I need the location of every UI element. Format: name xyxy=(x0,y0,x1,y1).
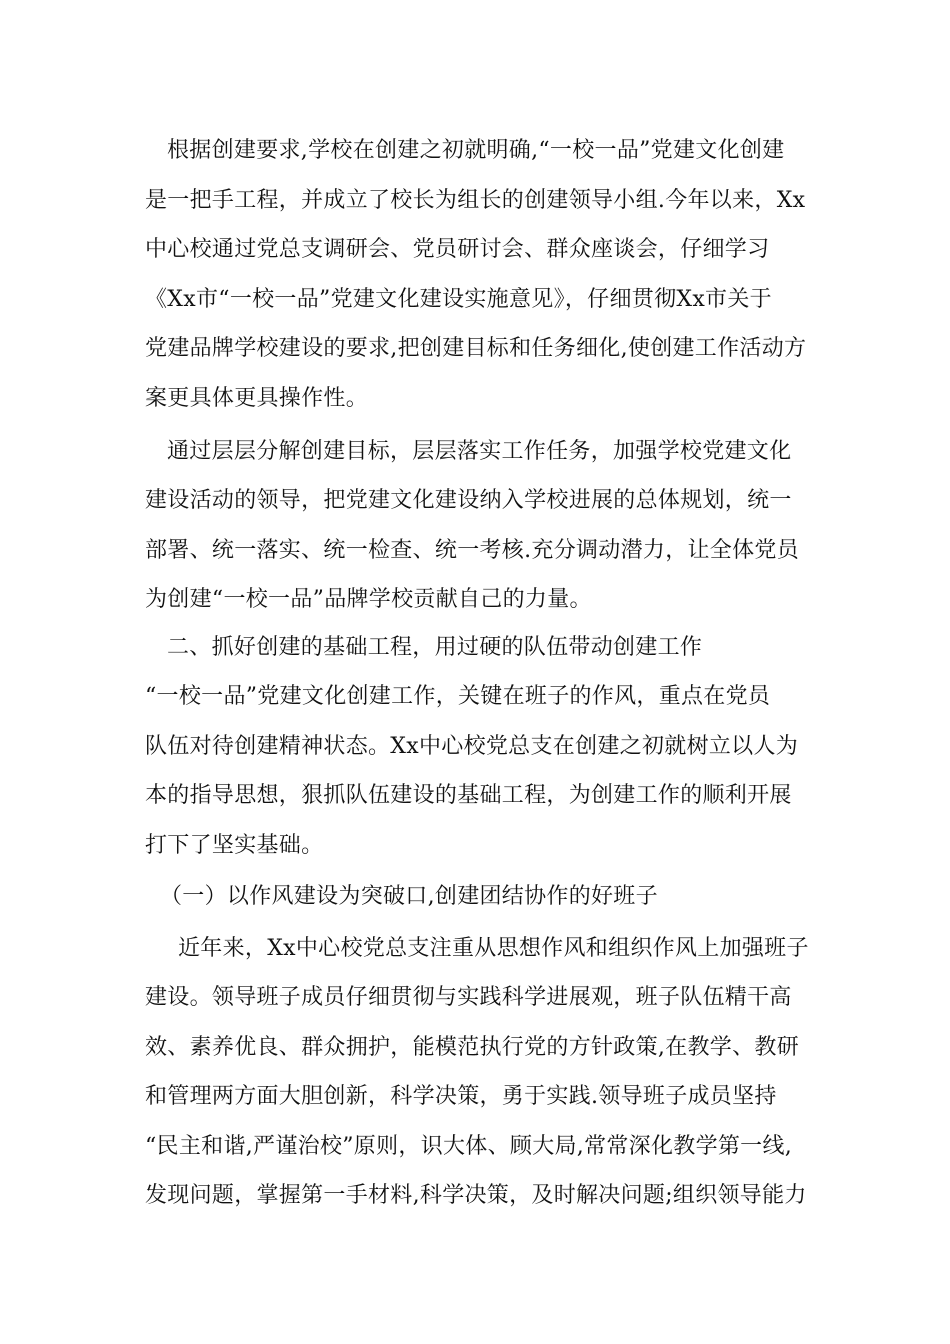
text-line: 通过层层分解创建目标，层层落实工作任务，加强学校党建文化 xyxy=(167,439,792,464)
text-line: 发现问题，掌握第一手材料,科学决策，及时解决问题;组织领导能力 xyxy=(145,1183,807,1208)
text-line: 本的指导思想，狠抓队伍建设的基础工程，为创建工作的顺利开展 xyxy=(145,783,792,808)
text-line: 党建品牌学校建设的要求,把创建目标和任务细化,使创建工作活动方 xyxy=(145,336,807,361)
text-line: 打下了坚实基础。 xyxy=(145,833,324,858)
text-line: 队伍对待创建精神状态。Xx中心校党总支在创建之初就树立以人为 xyxy=(145,734,799,759)
section-heading: 二、抓好创建的基础工程，用过硬的队伍带动创建工作 xyxy=(167,635,703,660)
text-line: 效、素养优良、群众拥护，能模范执行党的方针政策,在教学、教研 xyxy=(145,1035,799,1060)
text-line: 近年来，Xx中心校党总支注重从思想作风和组织作风上加强班子 xyxy=(178,936,809,961)
text-line: 是一把手工程，并成立了校长为组长的创建领导小组.今年以来，Xx xyxy=(145,188,806,213)
text-line: 《Xx市“一校一品”党建文化建设实施意见》，仔细贯彻Xx市关于 xyxy=(145,287,772,312)
subsection-heading: （一）以作风建设为突破口,创建团结协作的好班子 xyxy=(160,884,658,909)
text-line: 建设。领导班子成员仔细贯彻与实践科学进展观，班子队伍精干高 xyxy=(145,985,792,1010)
text-line: 根据创建要求,学校在创建之初就明确,“一校一品”党建文化创建 xyxy=(167,138,785,163)
text-line: 为创建“一校一品”品牌学校贡献自己的力量。 xyxy=(145,587,592,612)
text-line: “民主和谐,严谨治校”原则，识大体、顾大局,常常深化教学第一线, xyxy=(145,1134,793,1159)
text-line: 案更具体更具操作性。 xyxy=(145,386,369,411)
text-line: 中心校通过党总支调研会、党员研讨会、群众座谈会，仔细学习 xyxy=(145,237,770,262)
text-line: 部署、统一落实、统一检查、统一考核.充分调动潜力，让全体党员 xyxy=(145,538,799,563)
text-line: “一校一品”党建文化创建工作，关键在班子的作风，重点在党员 xyxy=(145,684,771,709)
text-line: 建设活动的领导，把党建文化建设纳入学校进展的总体规划，统一 xyxy=(145,488,792,513)
text-line: 和管理两方面大胆创新，科学决策，勇于实践.领导班子成员坚持 xyxy=(145,1084,777,1109)
